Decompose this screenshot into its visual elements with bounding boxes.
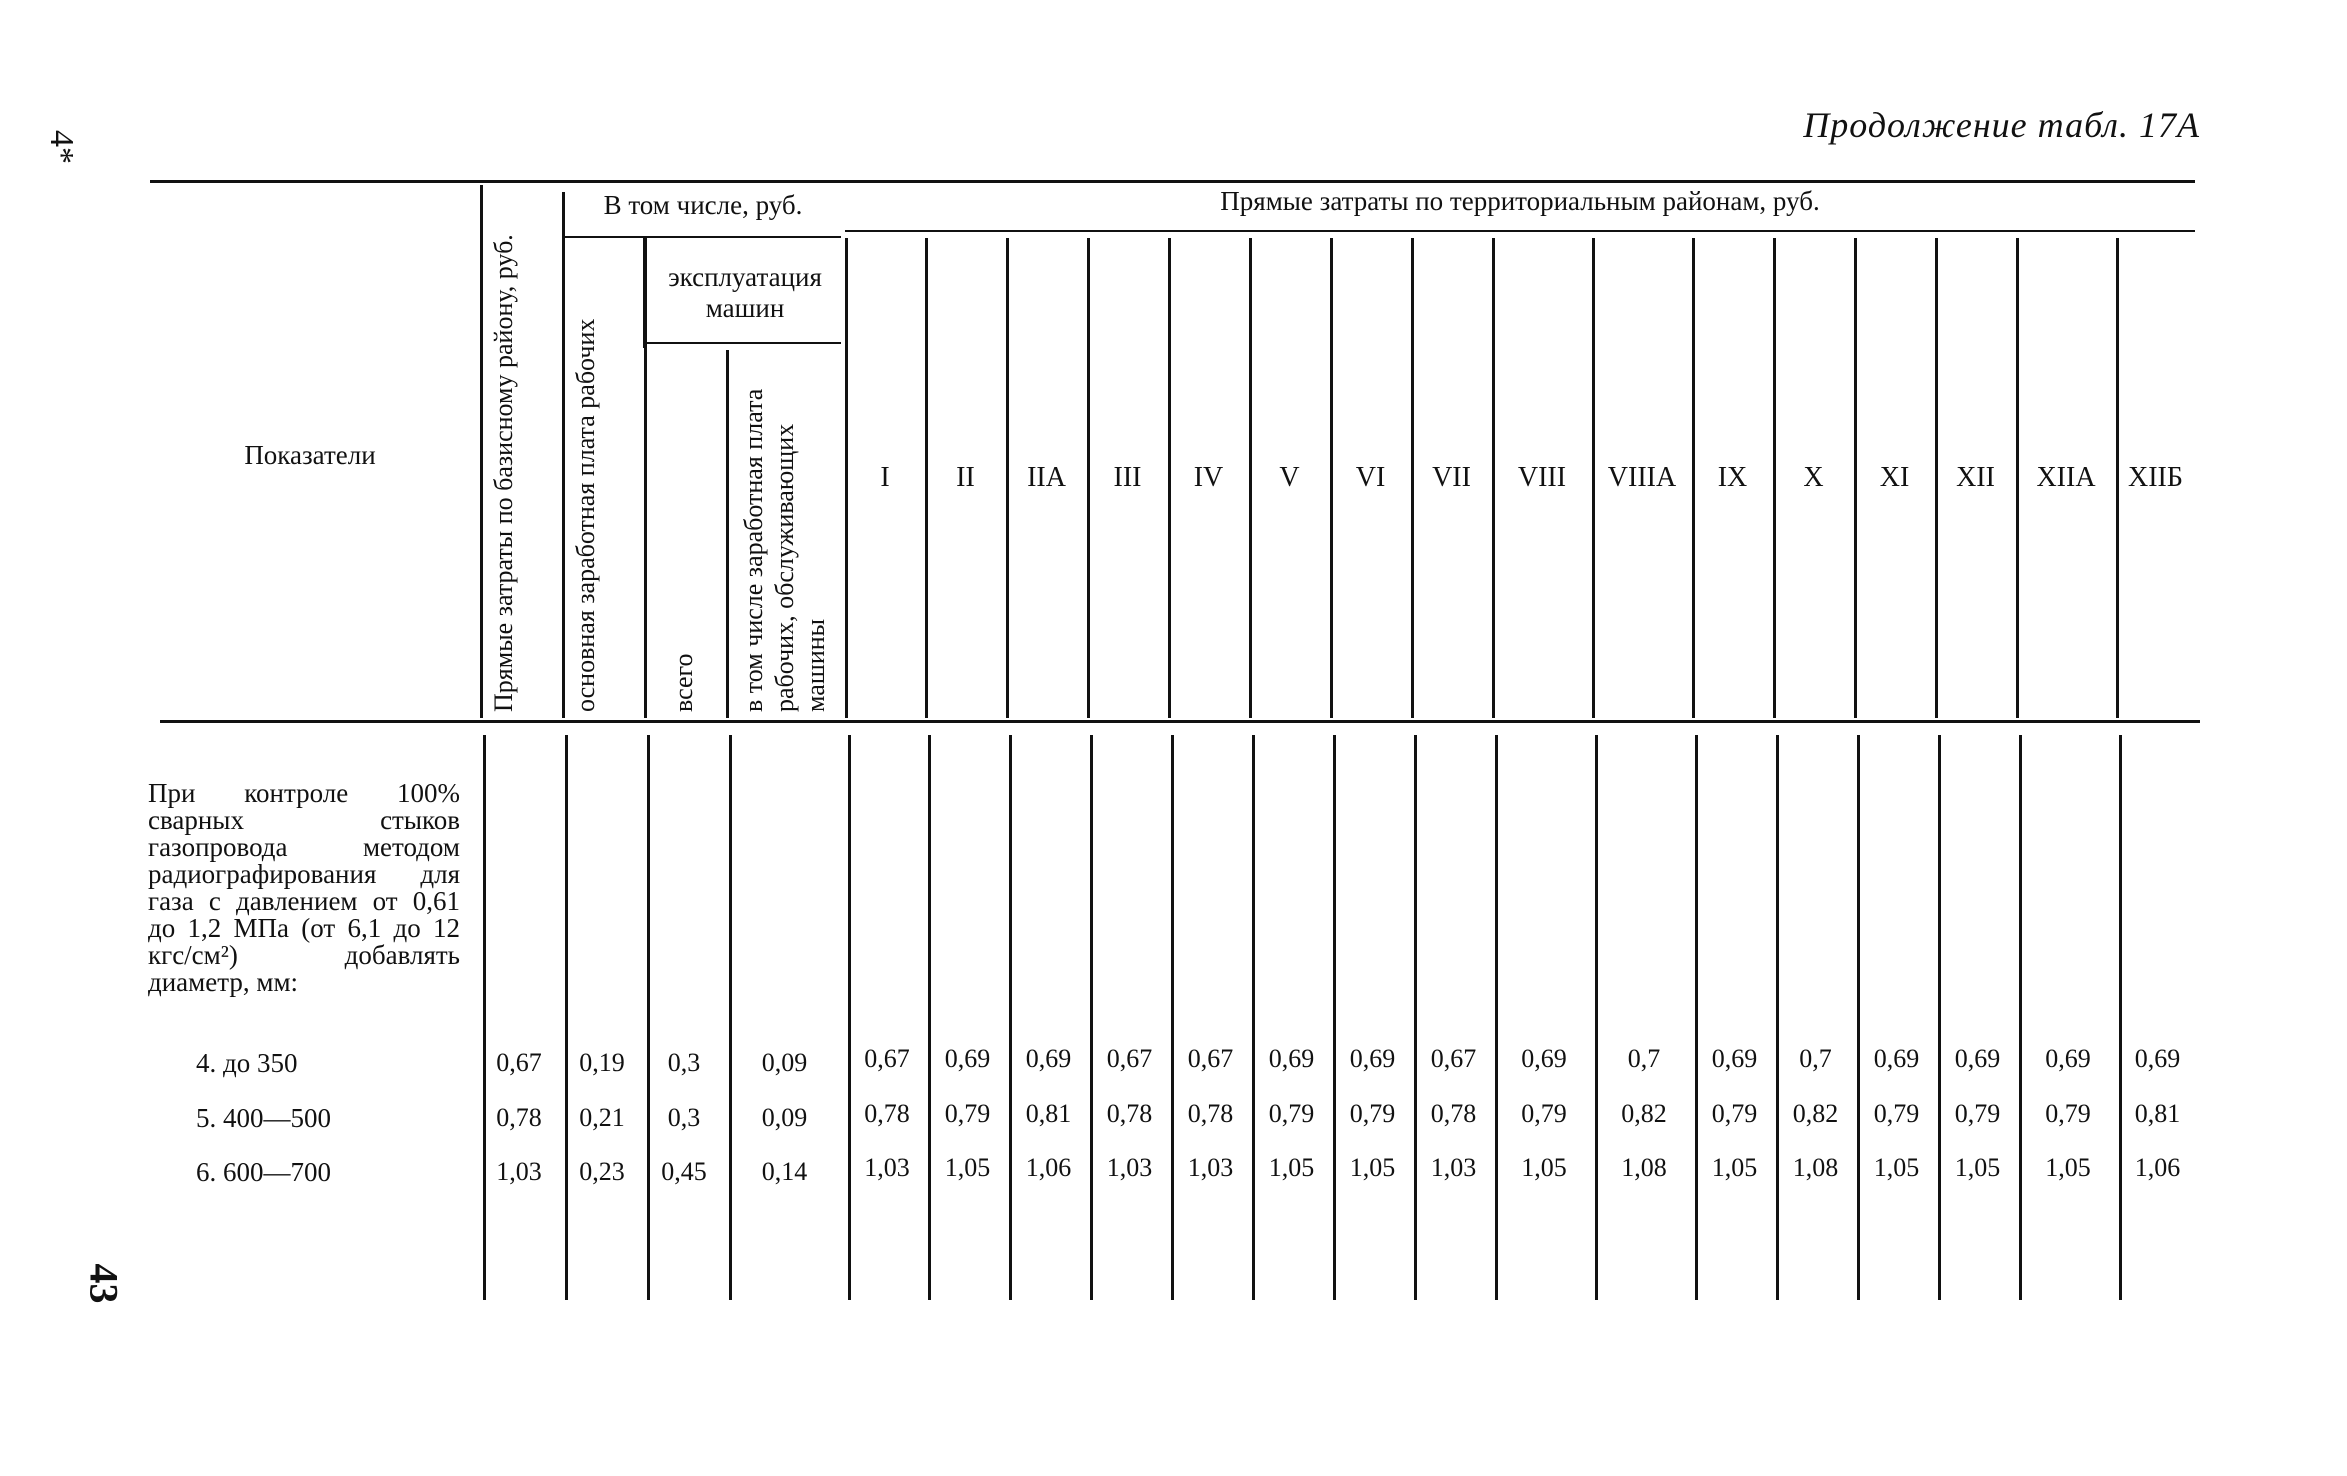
page-number: 43 — [81, 1263, 127, 1304]
cell-region: 0,69 — [1268, 1044, 1315, 1073]
column-rule-body — [647, 735, 650, 1300]
column-rule-body — [1414, 735, 1417, 1300]
cell-region: 1,03 — [1106, 1153, 1153, 1182]
column-rule-body — [1595, 735, 1598, 1300]
header-wages-text: основная заработная плата рабочих — [571, 318, 600, 712]
cell-region: 1,03 — [1430, 1153, 1477, 1182]
cell-region: 0,69 — [1873, 1044, 1920, 1073]
cell-region: 1,05 — [2045, 1153, 2091, 1182]
column-rule-body — [1938, 735, 1941, 1300]
cell-mwages: 0,14 — [761, 1157, 808, 1186]
region-header: VII — [1432, 462, 1471, 493]
header-incl-wages-text: в том числе заработная плата рабочих, обслуживающих машины — [739, 388, 831, 712]
column-rule-body — [1009, 735, 1012, 1300]
cell-region: 0,79 — [944, 1099, 991, 1128]
cell-region: 1,05 — [1268, 1153, 1315, 1182]
cell-region: 0,79 — [2045, 1099, 2091, 1128]
cell-region: 0,81 — [1025, 1099, 1072, 1128]
row-name: 6. 600—700 — [196, 1157, 331, 1187]
column-rule-body — [1252, 735, 1255, 1300]
machines-divider — [645, 342, 841, 344]
table-top-rule — [150, 180, 2195, 183]
column-rule-body — [1857, 735, 1860, 1300]
cell-wages: 0,21 — [579, 1103, 625, 1132]
cell-region: 0,78 — [1106, 1099, 1153, 1128]
cell-wages: 0,23 — [579, 1157, 625, 1186]
cell-region: 1,05 — [1954, 1153, 2001, 1182]
column-rule-body — [928, 735, 931, 1300]
header-base-cost — [488, 232, 519, 712]
header-machines: эксплуатация машин — [668, 262, 822, 324]
column-rule-body — [1171, 735, 1174, 1300]
cell-region: 0,69 — [2134, 1044, 2181, 1073]
cell-region: 1,03 — [1187, 1153, 1234, 1182]
incl-divider — [563, 236, 841, 238]
column-rule-body — [483, 735, 486, 1300]
header-incl: В том числе, руб. — [603, 190, 803, 220]
header-indicators: Показатели — [244, 440, 376, 470]
cell-region: 0,7 — [1799, 1044, 1832, 1073]
cell-region: 0,67 — [1430, 1044, 1477, 1073]
column-rule-body — [2019, 735, 2022, 1300]
cell-base: 0,78 — [496, 1103, 542, 1132]
cell-region: 0,78 — [1187, 1099, 1234, 1128]
row-name: 5. 400—500 — [196, 1103, 331, 1133]
region-header: IV — [1193, 462, 1224, 493]
column-rule-header — [726, 350, 729, 718]
cell-region: 0,81 — [2134, 1099, 2181, 1128]
header-total-text: всего — [669, 653, 698, 712]
column-rule-body — [1695, 735, 1698, 1300]
cell-region: 1,05 — [944, 1153, 991, 1182]
cell-mwages: 0,09 — [761, 1103, 808, 1132]
cell-region: 0,79 — [1521, 1099, 1567, 1128]
header-base-cost-text: Прямые затраты по базисному району, руб. — [489, 234, 518, 712]
cell-region: 1,06 — [1025, 1153, 1072, 1182]
machines-subdivider — [643, 238, 646, 348]
column-rule-body — [1333, 735, 1336, 1300]
region-header: VI — [1355, 462, 1386, 493]
cell-region: 1,05 — [1873, 1153, 1920, 1182]
cell-region: 0,67 — [1106, 1044, 1153, 1073]
cell-region: 0,67 — [1187, 1044, 1234, 1073]
cell-region: 1,05 — [1349, 1153, 1396, 1182]
cell-wages: 0,19 — [579, 1048, 625, 1077]
cell-region: 0,69 — [2045, 1044, 2091, 1073]
side-mark: 4* — [43, 130, 80, 164]
column-rule-body — [729, 735, 732, 1300]
cell-region: 0,78 — [1430, 1099, 1477, 1128]
region-header: VIII — [1517, 462, 1567, 493]
region-header: XIIБ — [2128, 462, 2183, 493]
cell-total: 0,45 — [661, 1157, 707, 1186]
table-caption: Продолжение табл. 17А — [1803, 105, 2200, 145]
cell-region: 0,79 — [1954, 1099, 2001, 1128]
cell-total: 0,3 — [667, 1103, 701, 1132]
region-header: IX — [1717, 462, 1748, 493]
cell-region: 0,82 — [1621, 1099, 1667, 1128]
header-incl-wages — [738, 352, 832, 712]
cell-region: 1,05 — [1521, 1153, 1567, 1182]
header-wages — [570, 252, 601, 712]
region-header: XI — [1879, 462, 1910, 493]
cell-region: 1,08 — [1792, 1153, 1839, 1182]
region-header: III — [1113, 462, 1142, 493]
column-rule-header — [480, 185, 483, 718]
section-label: При контроле 100% сварных стыков газопровода методом радиографирования для газа с давлением от 0,61 до 1,2 МПа (от 6,1 до 12 кгс/см²) добавлять диаметр, мм: — [148, 778, 460, 997]
cell-region: 0,78 — [864, 1099, 910, 1128]
cell-total: 0,3 — [667, 1048, 701, 1077]
cell-region: 0,7 — [1627, 1044, 1661, 1073]
cell-region: 0,79 — [1711, 1099, 1758, 1128]
region-header: V — [1279, 462, 1300, 493]
header-bottom-rule — [160, 720, 2200, 723]
column-rule-header — [562, 192, 565, 718]
column-rule-body — [2119, 735, 2122, 1300]
region-header: VIIIА — [1607, 462, 1677, 493]
region-header: X — [1803, 462, 1824, 493]
header-regions-title: Прямые затраты по территориальным районам, руб. — [1220, 186, 1820, 216]
cell-region: 1,08 — [1621, 1153, 1667, 1182]
cell-region: 0,82 — [1792, 1099, 1839, 1128]
cell-region: 0,69 — [1954, 1044, 2001, 1073]
cell-region: 0,69 — [944, 1044, 991, 1073]
cell-base: 0,67 — [496, 1048, 542, 1077]
cell-region: 1,03 — [864, 1153, 910, 1182]
regions-divider — [845, 230, 2195, 232]
cell-base: 1,03 — [496, 1157, 542, 1186]
cell-region: 0,69 — [1349, 1044, 1396, 1073]
region-header: II — [956, 462, 975, 493]
column-rule-body — [1090, 735, 1093, 1300]
cell-region: 0,79 — [1873, 1099, 1920, 1128]
header-total — [668, 653, 699, 712]
cell-region: 1,05 — [1711, 1153, 1758, 1182]
region-header: XIIА — [2036, 462, 2096, 493]
column-rule-body — [848, 735, 851, 1300]
column-rule-body — [1495, 735, 1498, 1300]
cell-region: 0,69 — [1521, 1044, 1567, 1073]
column-rule-body — [565, 735, 568, 1300]
cell-region: 0,69 — [1711, 1044, 1758, 1073]
region-header: XII — [1956, 462, 1995, 493]
cell-region: 0,79 — [1268, 1099, 1315, 1128]
region-header: I — [880, 462, 890, 493]
cell-mwages: 0,09 — [761, 1048, 808, 1077]
cell-region: 1,06 — [2134, 1153, 2181, 1182]
cell-region: 0,79 — [1349, 1099, 1396, 1128]
cell-region: 0,69 — [1025, 1044, 1072, 1073]
row-name: 4. до 350 — [196, 1048, 298, 1078]
cell-region: 0,67 — [864, 1044, 910, 1073]
region-header: IIА — [1027, 462, 1066, 493]
column-rule-body — [1776, 735, 1779, 1300]
